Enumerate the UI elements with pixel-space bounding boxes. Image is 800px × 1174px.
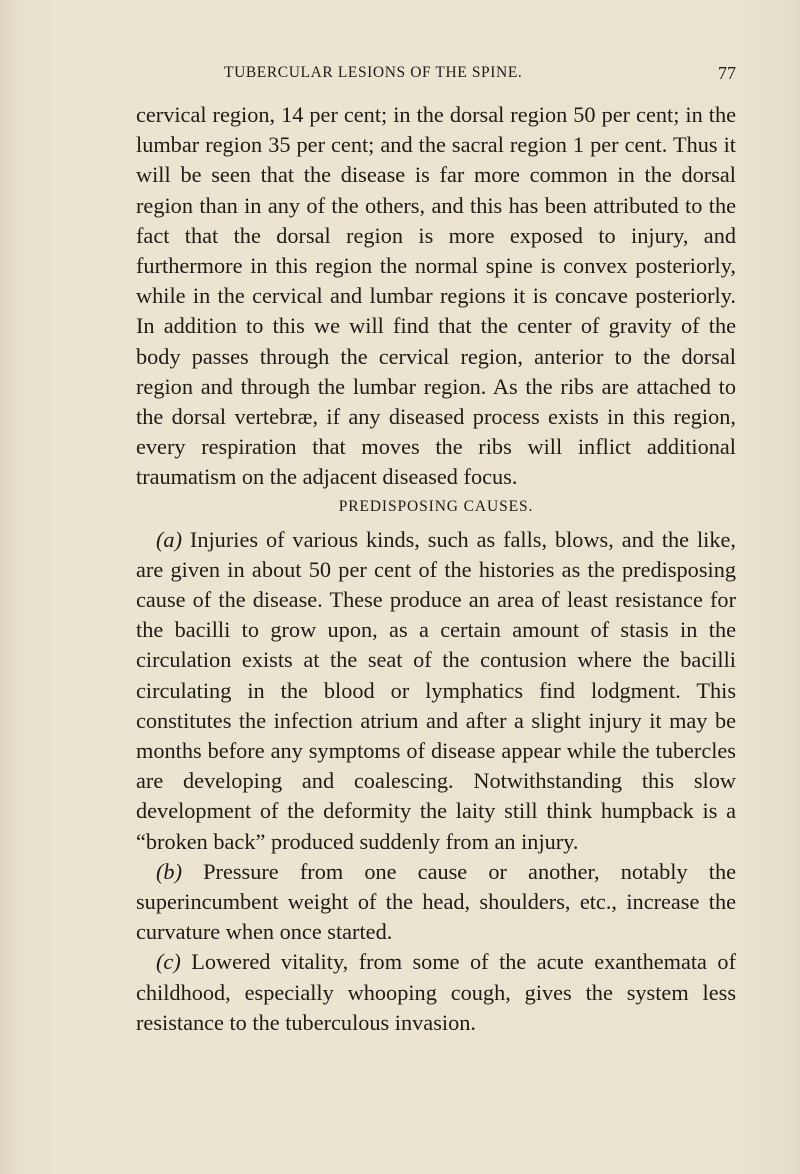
paragraph-a-injuries [136, 525, 736, 857]
running-head: TUBERCULAR LESIONS OF THE SPINE. [224, 64, 523, 81]
item-label-b: (b) [156, 858, 182, 884]
paragraph-b-pressure [136, 857, 736, 948]
page-number: 77 [718, 63, 736, 83]
paragraph-c-text: Lowered vitality, from some of the acute exanthemata of childhood, especially whooping cough, gives the system less resistance to the tuberculous invasion. [136, 949, 736, 1035]
section-heading: PREDISPOSING CAUSES. [338, 497, 534, 515]
body-text [136, 100, 736, 1038]
item-label-c: (c) [156, 949, 181, 975]
paragraph-a-text: Injuries of various kinds, such as falls, blows, and the like, are given in about 50 per cent of the histories as the predisposing cause of the disease. These produce an area of least resistance for the bacilli to grow upon, as a certain amount of stasis in the circulation exists at the seat of the contusion where the bacilli circulating in the blood or lymphatics find lodgment. This constitutes the infection atrium and after a slight injury it may be months before any symptoms of disease appear while the tubercles are developing and coalescing. Notwithstanding this slow development of the deformity the laity still think humpback is a “broken back” produced suddenly from an injury. [136, 526, 736, 854]
paragraph-b-text: Pressure from one cause or another, notably the superincumbent weight of the head, shoulders, etc., increase the curvature when once started. [136, 858, 736, 945]
item-label-a: (a) [156, 526, 182, 552]
page-header [136, 64, 736, 86]
paragraph-c-vitality [136, 947, 736, 1038]
paragraph-spine-regions: cervical region, 14 per cent; in the dorsal region 50 per cent; in the lumbar region 35 per cent; and the sacral region 1 per cent. Thus it will be seen that the disease is far more common in the dorsal region than in any of the others, and this has been attributed to the fact that the dorsal region is more exposed to injury, and furthermore in this region the normal spine is convex posteriorly, while in the cervical and lumbar regions it is concave posteriorly. In addition to this we will find that the center of gravity of the body passes through the cervical region, anterior to the dorsal region and through the lumbar region. As the ribs are attached to the dorsal vertebræ, if any diseased process exists in this region, every respiration that moves the ribs will inflict additional traumatism on the adjacent diseased focus. [136, 102, 736, 490]
